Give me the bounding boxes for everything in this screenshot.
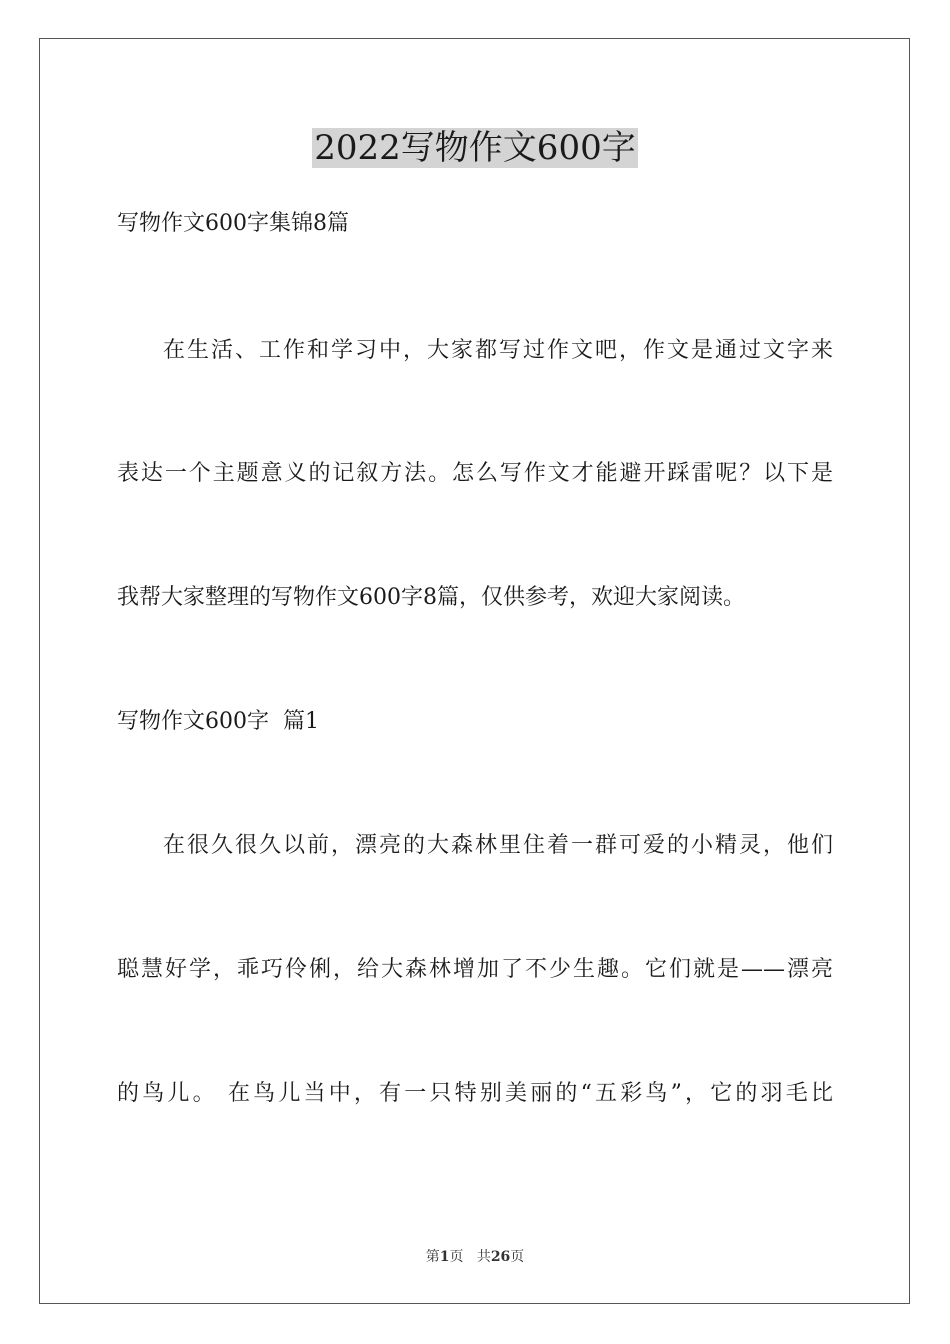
document-title [0,126,950,170]
footer-total-suffix: 页 [510,1249,525,1265]
document-subtitle: 写物作文600字集锦8篇 [117,211,349,236]
document-title-text: 2022写物作文600字 [314,128,636,168]
body-line-1: 在很久很久以前，漂亮的大森林里住着一群可爱的小精灵，他们 [163,833,833,858]
section-heading: 写物作文600字 篇1 [117,709,319,734]
footer-total-prefix: 共 [476,1249,491,1265]
page-footer [0,1247,950,1267]
footer-page-prefix: 第 [425,1249,440,1265]
intro-line-3: 我帮大家整理的写物作文600字8篇，仅供参考，欢迎大家阅读。 [117,585,745,610]
footer-total-pages: 26 [490,1249,511,1265]
body-line-3: 的鸟儿。 在鸟儿当中，有一只特别美丽的“五彩鸟”，它的羽毛比 [117,1081,833,1106]
footer-page-number: 1 [439,1249,450,1265]
body-line-2: 聪慧好学，乖巧伶俐，给大森林增加了不少生趣。它们就是——漂亮 [117,957,833,982]
intro-line-1: 在生活、工作和学习中，大家都写过作文吧，作文是通过文字来 [163,338,833,363]
footer-page-suffix: 页 [449,1249,464,1265]
intro-line-2: 表达一个主题意义的记叙方法。怎么写作文才能避开踩雷呢？以下是 [117,461,833,486]
